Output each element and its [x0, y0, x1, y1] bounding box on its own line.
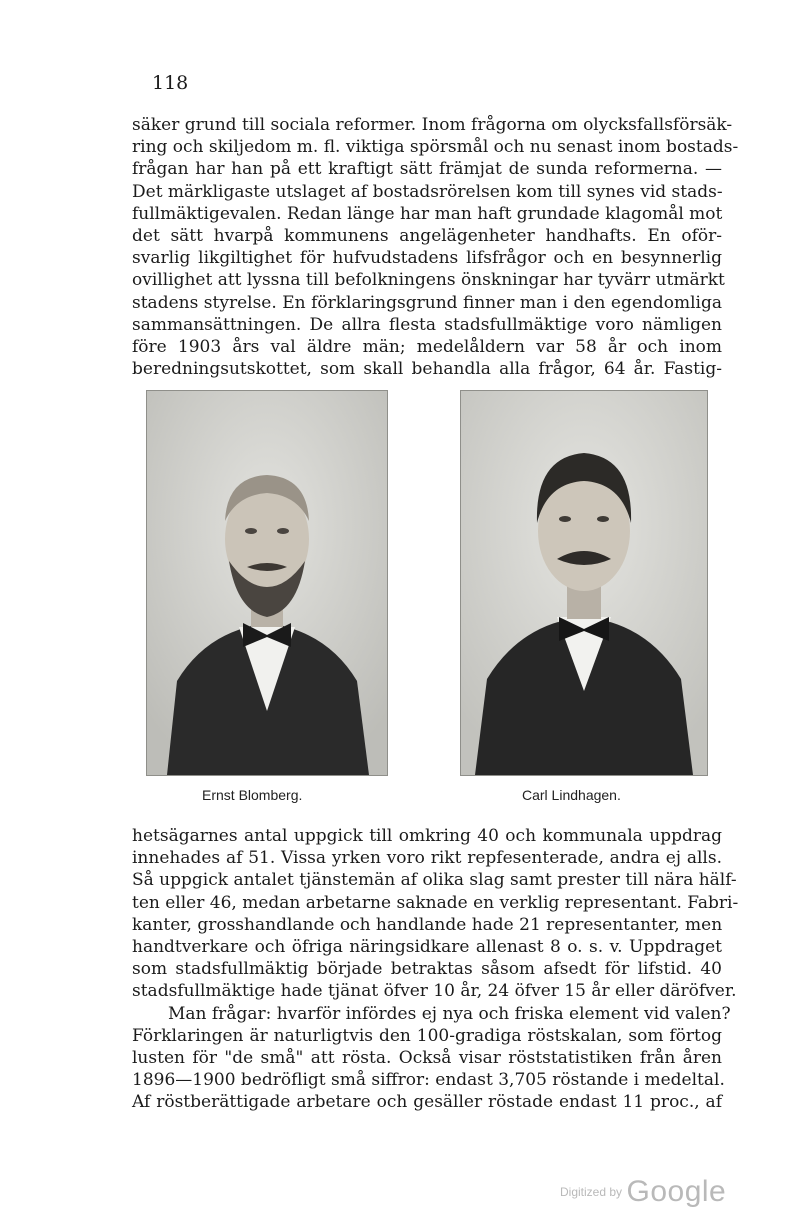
text-line: hetsägarnes antal uppgick till omkring 40 och kommunala uppdrag [132, 826, 722, 846]
text-line: stadsfullmäktige hade tjänat öfver 10 år, 24 öfver 15 år eller däröfver. [132, 981, 737, 1002]
portrait-caption: Ernst Blomberg. [202, 787, 303, 803]
text-line: ring och skiljedom m. fl. viktiga spörsmål och nu senast inom bostads- [132, 137, 739, 158]
text-line: beredningsutskottet, som skall behandla alla frågor, 64 år. Fastig- [132, 359, 722, 380]
text-line: Förklaringen är naturligtvis den 100-gradiga röstskalan, som förtog [132, 1025, 722, 1046]
text-line: Så uppgick antalet tjänstemän af olika slag samt prester till nära hälf- [132, 870, 737, 891]
text-line: ten eller 46, medan arbetarne saknade en verklig representant. Fabri- [132, 892, 739, 913]
text-line: Det märkligaste utslaget af bostadsrörelsen kom till synes vid stads- [132, 181, 723, 202]
text-line: 1896—1900 bedröfligt små siffror: endast 3,705 röstande i medeltal. [132, 1070, 725, 1091]
text-line: svarlig likgiltighet för hufvudstadens lifsfrågor och en besynnerlig [132, 248, 722, 269]
top-paragraph [132, 114, 739, 380]
text-line: Af röstberättigade arbetare och gesäller röstade endast 11 proc., af [132, 1092, 722, 1113]
text-line: det sätt hvarpå kommunens angelägenheter handhafts. En oför- [132, 225, 722, 246]
text-line: sammansättningen. De allra flesta stadsfullmäktige voro nämligen [132, 314, 722, 335]
text-line: frågan har han på ett kraftigt sätt främjat de sunda reformerna. — [132, 159, 722, 180]
digitized-watermark [560, 1175, 726, 1209]
text-line: före 1903 års val äldre män; medelåldern var 58 år och inom [132, 336, 722, 357]
text-line: lusten för "de små" att rösta. Också visar röststatistiken från åren [132, 1047, 722, 1068]
text-line: kanter, grosshandlande och handlande hade 21 representanter, men [132, 914, 723, 935]
page-number: 118 [152, 72, 189, 94]
watermark-brand: Google [626, 1175, 727, 1208]
text-line: stadens styrelse. En förklaringsgrund finner man i den egendomliga [132, 292, 722, 313]
portrait-photo-icon [461, 391, 707, 775]
text-line: fullmäktigevalen. Redan länge har man haft grundade klagomål mot [132, 203, 723, 224]
text-line: Man frågar: hvarför infördes ej nya och friska element vid valen? [168, 1003, 731, 1024]
text-line: säker grund till sociala reformer. Inom frågorna om olycksfallsförsäk- [132, 115, 733, 135]
bottom-paragraph [132, 825, 739, 1113]
portrait-carl-lindhagen [460, 390, 708, 776]
text-line: innehades af 51. Vissa yrken voro rikt repfesenterade, andra ej alls. [132, 848, 722, 869]
text-line: ovillighet att lyssna till befolkningens önskningar har tyvärr utmärkt [132, 270, 725, 291]
text-line: handtverkare och öfriga näringsidkare allenast 8 o. s. v. Uppdraget [132, 936, 722, 957]
portrait-caption: Carl Lindhagen. [522, 787, 621, 803]
portrait-ernst-blomberg [146, 390, 388, 776]
watermark-prefix: Digitized by [560, 1185, 623, 1199]
text-line: som stadsfullmäktig började betraktas såsom afsedt för lifstid. 40 [132, 959, 722, 980]
portrait-photo-icon [147, 391, 387, 775]
